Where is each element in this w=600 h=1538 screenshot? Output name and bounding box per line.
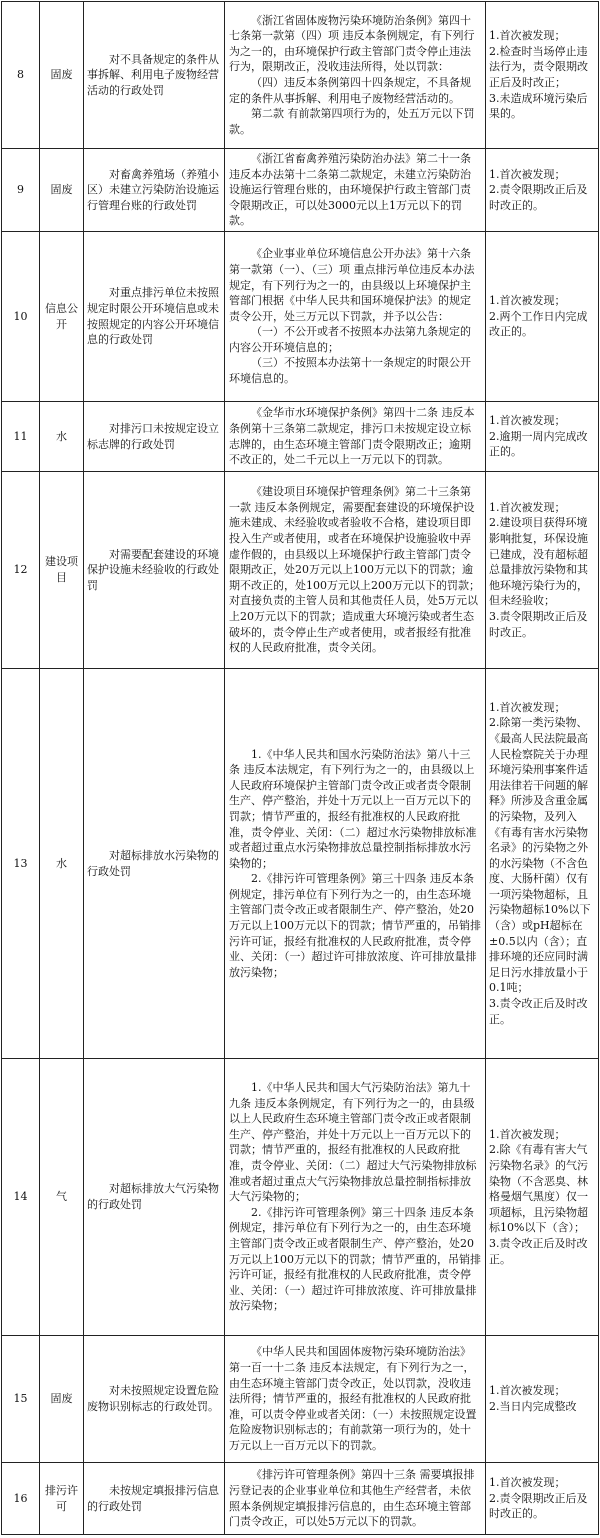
row-category: 固废 <box>40 1336 84 1463</box>
criteria-item: 3.责令改正后及时改正。 <box>489 997 588 1026</box>
row-number: 16 <box>2 1463 40 1535</box>
row-exemption-criteria <box>486 232 599 402</box>
row-title: 对需要配套建设的环境保护设施未经验收的行政处罚 <box>84 472 225 669</box>
table-row <box>2 232 599 402</box>
row-category: 水 <box>40 402 84 472</box>
criteria-item: 2.当日内完成整改 <box>489 1400 577 1413</box>
row-exemption-criteria <box>486 1059 599 1336</box>
criteria-item: 2.责令限期改正后及时改正的。 <box>489 1491 588 1521</box>
row-legal-basis <box>225 2 486 149</box>
row-number: 8 <box>2 2 40 149</box>
row-exemption-criteria <box>486 1336 599 1463</box>
basis-paragraph: （三）不按照本办法第十一条规定的时限公开环境信息的。 <box>229 356 471 386</box>
row-exemption-criteria <box>486 669 599 1059</box>
basis-paragraph: 《建设项目环境保护管理条例》第二十三条第一款 违反本条例规定，需要配套建设的环境保护设施未建成、未经验收或者验收不合格，建设项目即投入生产或者使用，或者在环境保护设施验收中弄虚作假的，由县级以上环境保护行政主管部门责令限期改正，处20万元以上100万元以下的罚款；逾期不改正的，处100万元以上200万元以下的罚款；对直接负责的主管人员和其他责任人员，处5万元以上20万元以下的罚款；造成重大环境污染或者生态破坏的，责令停止生产或者使用，或者报经有批准权的人民政府批准，责令关闭。 <box>229 485 480 655</box>
row-legal-basis <box>225 1059 486 1336</box>
row-legal-basis <box>225 149 486 232</box>
criteria-item: 2.除第一类污染物、《最高人民法院最高人民检察院关于办理环境污染刑事案件适用法律若干问题的解释》所涉及含重金属的污染物，及列入《有毒有害水污染物名录》的污染物之外的水污染物（不含色度、大肠杆菌）仅有一项污染物超标，且污染物超标10%以下（含）或pH超标在±0.5以内（含）；直排环境的还应同时满足日污水排放量小于0.1吨； <box>489 716 591 995</box>
criteria-item: 2.除《有毒有害大气污染物名录》的气污染物（不含恶臭、林格曼烟气黑度）仅一项超标，且污染物超标10%以下（含）； <box>489 1143 588 1235</box>
basis-paragraph: 1.《中华人民共和国水污染防治法》第八十三条 违反本法规定，有下列行为之一的，由县级以上人民政府环境保护主管部门责令改正或者责令限制生产、停产整治，并处十万元以上一百万元以下的罚款；情节严重的，报经有批准权的人民政府批准，责令停业、关闭：（二）超过水污染物排放标准或者超过重点水污染物排放总量控制指标排放水污染物的； <box>229 747 477 870</box>
criteria-item: 1.首次被发现； <box>489 1384 566 1398</box>
row-number: 15 <box>2 1336 40 1463</box>
row-title: 未按规定填报排污信息的行政处罚 <box>84 1463 225 1535</box>
basis-paragraph: 《浙江省畜禽养殖污染防治办法》第二十一条 违反本办法第十二条第二款规定，未建立污染防治设施运行管理台账的，由环境保护行政主管部门责令限期改正，可以处3000元以上1万元以下的罚款。 <box>229 152 471 228</box>
table-row <box>2 149 599 232</box>
criteria-item: 1.首次被发现； <box>489 414 566 428</box>
criteria-item: 2.检查时当场停止违法行为，责令限期改正后及时改正； <box>489 44 588 89</box>
criteria-item: 1.首次被发现； <box>489 1127 566 1141</box>
row-title: 对重点排污单位未按照规定时限公开环境信息或未按照规定的内容公开环境信息的行政处罚 <box>84 232 225 402</box>
row-number: 12 <box>2 472 40 669</box>
row-title: 对排污口未按规定设立标志牌的行政处罚 <box>84 402 225 472</box>
criteria-item: 1.首次被发现； <box>489 167 566 181</box>
row-number: 10 <box>2 232 40 402</box>
row-number: 14 <box>2 1059 40 1336</box>
row-legal-basis <box>225 1336 486 1463</box>
basis-paragraph: 《中华人民共和国固体废物污染环境防治法》第一百一十二条 违反本法规定，有下列行为之一，由生态环境主管部门责令改正，处以罚款，没收违法所得；情节严重的，报经有批准权的人民政府批准，可以责令停业或者关闭：（一）未按照规定设置危险废物识别标志的；有前款第一项行为的，处十万元以上一百万元以下的罚款。 <box>229 1345 477 1452</box>
table-row <box>2 1059 599 1336</box>
basis-paragraph: （四）违反本条例第四十四条规定，不具备规定的条件从事拆解、利用电子废物经营活动的。 <box>229 76 471 105</box>
row-title: 对超标排放水污染物的行政处罚 <box>84 669 225 1059</box>
row-category: 排污许可 <box>40 1463 84 1535</box>
table-row <box>2 402 599 472</box>
row-legal-basis <box>225 402 486 472</box>
criteria-item: 2.逾期一周内完成改正的。 <box>489 429 588 459</box>
criteria-item: 2.两个工作日内完成改正的。 <box>489 309 588 339</box>
criteria-item: 3.责令限期改正后及时改正。 <box>489 609 588 639</box>
row-number: 9 <box>2 149 40 232</box>
table-row <box>2 1463 599 1535</box>
row-title: 对未按照规定设置危险废物识别标志的行政处罚。 <box>84 1336 225 1463</box>
basis-paragraph: 《浙江省固体废物污染环境防治条例》第四十七条第一款第（四）项 违反本条例规定，有下列行为之一的，由环境保护行政主管部门责令停止违法行为，限期改正，没收违法所得，处以罚款： <box>229 13 475 74</box>
row-category: 信息公开 <box>40 232 84 402</box>
row-category: 固废 <box>40 149 84 232</box>
row-title: 对不具备规定的条件从事拆解、利用电子废物经营活动的行政处罚 <box>84 2 225 149</box>
criteria-item: 3.责令改正后及时改正。 <box>489 1236 588 1266</box>
row-category: 水 <box>40 669 84 1059</box>
basis-paragraph: 2.《排污许可管理条例》第三十四条 违反本条例规定，排污单位有下列行为之一的，由生态环境主管部门责令改正或者限制生产、停产整治，处20万元以上100万元以下的罚款；情节严重的，吊销排污许可证，报经有批准权的人民政府批准，责令停业、关闭：（一）超过许可排放浓度、许可排放量排放污染物； <box>229 1205 481 1313</box>
penalty-table <box>1 1 599 1535</box>
row-category: 气 <box>40 1059 84 1336</box>
criteria-item: 1.首次被发现； <box>489 294 566 308</box>
row-exemption-criteria <box>486 1463 599 1535</box>
criteria-item: 3.未造成环境污染后果的。 <box>489 91 588 121</box>
table-row <box>2 472 599 669</box>
row-legal-basis <box>225 669 486 1059</box>
basis-paragraph: 1.《中华人民共和国大气污染防治法》第九十九条 违反本条例规定，有下列行为之一的，由县级以上人民政府生态环境主管部门责令改正或者限制生产、停产整治，并处十万元以上一百万元以下的罚款；情节严重的，报经有批准权的人民政府批准，责令停业、关闭：（二）超过大气污染物排放标准或者超过重点大气污染物排放总量控制指标排放大气污染物的； <box>229 1081 477 1204</box>
row-number: 11 <box>2 402 40 472</box>
row-exemption-criteria <box>486 472 599 669</box>
row-exemption-criteria <box>486 402 599 472</box>
row-title: 对超标排放大气污染物的行政处罚 <box>84 1059 225 1336</box>
criteria-item: 1.首次被发现； <box>489 500 566 514</box>
table-row <box>2 1336 599 1463</box>
row-category: 固废 <box>40 2 84 149</box>
criteria-item: 2.建设项目获得环境影响批复，环保设施已建成，没有超标超总量排放污染物和其他环境污染行为的，但未经验收； <box>489 516 588 608</box>
criteria-item: 1.首次被发现； <box>489 29 566 43</box>
row-legal-basis <box>225 472 486 669</box>
row-exemption-criteria <box>486 149 599 232</box>
criteria-item: 1.首次被发现； <box>489 1476 566 1490</box>
basis-paragraph: 《排污许可管理条例》第四十三条 需要填报排污登记表的企业事业单位和其他生产经营者，未依照本条例规定填报排污信息的，由生态环境主管部门责令改正，可以处5万元以下的罚款。 <box>229 1468 475 1529</box>
basis-paragraph: 《企业事业单位环境信息公开办法》第十六条第一款第（一）、（三）项 重点排污单位违反本办法规定，有下列行为之一的，由县级以上环境保护主管部门根据《中华人民共和国环境保护法》的规定责令公开，处三万元以下罚款，并予以公告： <box>229 247 475 323</box>
basis-paragraph: 第二款 有前款第四项行为的，处五万元以下罚款。 <box>229 107 475 136</box>
criteria-item: 2.责令限期改正后及时改正的。 <box>489 183 588 212</box>
row-legal-basis <box>225 1463 486 1535</box>
criteria-item: 1.首次被发现； <box>489 700 566 714</box>
basis-paragraph: （一）不公开或者不按照本办法第九条规定的内容公开环境信息的； <box>229 325 471 354</box>
row-legal-basis <box>225 232 486 402</box>
row-number: 13 <box>2 669 40 1059</box>
table-row <box>2 2 599 149</box>
table-row <box>2 669 599 1059</box>
row-exemption-criteria <box>486 2 599 149</box>
row-title: 对畜禽养殖场（养殖小区）未建立污染防治设施运行管理台账的行政处罚 <box>84 149 225 232</box>
basis-paragraph: 2.《排污许可管理条例》第三十四条 违反本条例规定，排污单位有下列行为之一的，由生态环境主管部门责令改正或者限制生产、停产整治，处20万元以上100万元以下的罚款；情节严重的，吊销排污许可证，报经有批准权的人民政府批准，责令停业、关闭：（一）超过许可排放浓度、许可排放量排放污染物； <box>229 872 481 979</box>
basis-paragraph: 《金华市水环境保护条例》第四十二条 违反本条例第十三条第二款规定，排污口未按规定设立标志牌的，由生态环境主管部门责令限期改正；逾期不改正的，处二千元以上一万元以下的罚款。 <box>229 406 475 467</box>
row-category: 建设项目 <box>40 472 84 669</box>
